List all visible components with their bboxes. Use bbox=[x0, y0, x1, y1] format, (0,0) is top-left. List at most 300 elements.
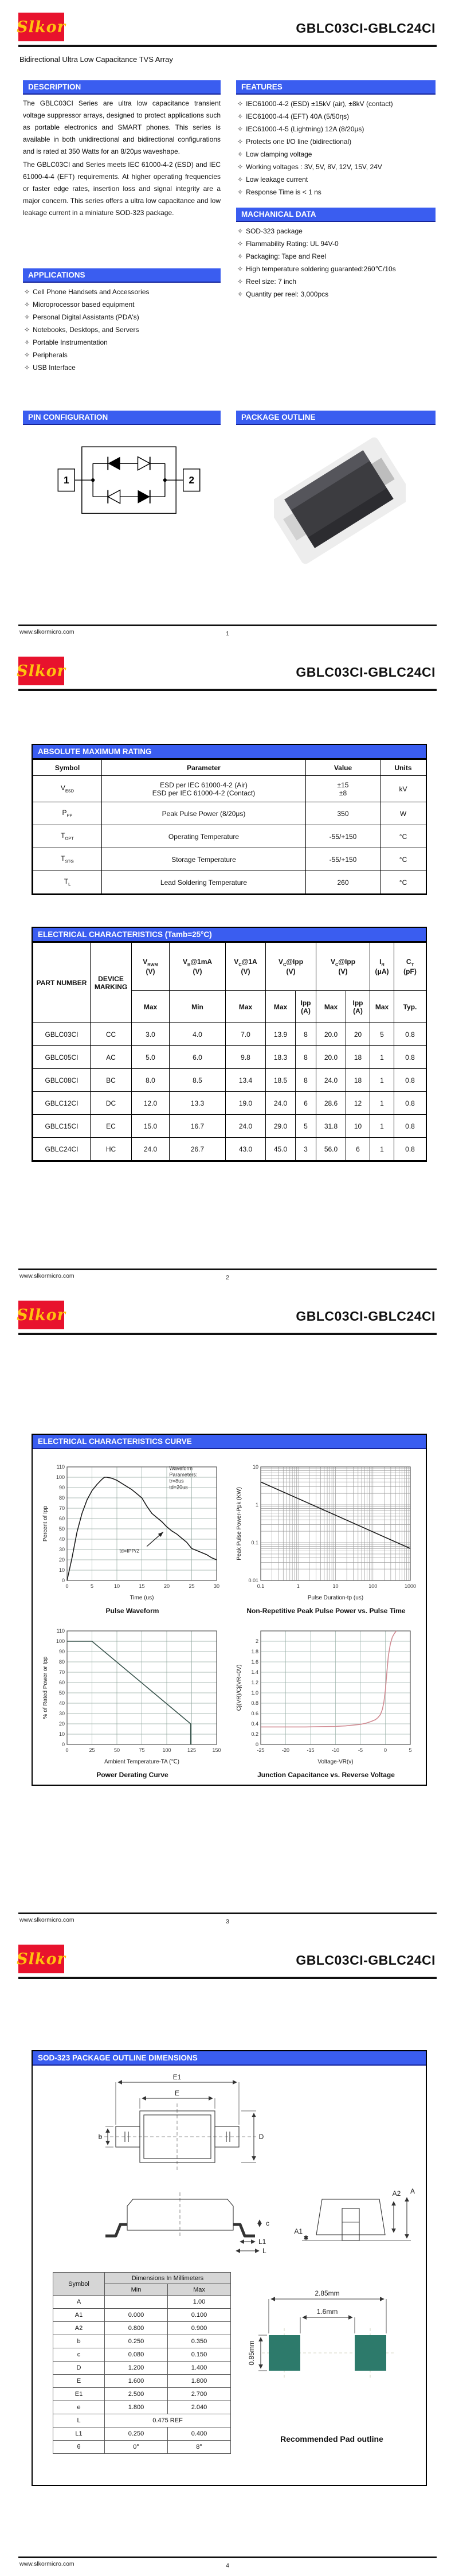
abs-units-cell: °C bbox=[381, 848, 426, 871]
elec-cell: 13.4 bbox=[226, 1069, 266, 1092]
applications-list bbox=[24, 286, 222, 374]
list-item-text: Flammability Rating: UL 94V-0 bbox=[246, 240, 339, 248]
diamond-bullet-icon: ✧ bbox=[24, 313, 30, 321]
svg-text:20: 20 bbox=[163, 1583, 170, 1589]
svg-text:1.0: 1.0 bbox=[251, 1690, 258, 1696]
elec-cell: 20 bbox=[346, 1023, 370, 1046]
diamond-bullet-icon: ✧ bbox=[237, 150, 244, 158]
elec-cell: 12 bbox=[346, 1092, 370, 1115]
elec-cell: 0.8 bbox=[394, 1138, 426, 1161]
svg-text:100: 100 bbox=[56, 1638, 65, 1644]
list-item-text: Notebooks, Desktops, and Servers bbox=[33, 326, 139, 334]
list-item-text: Quantity per reel: 3,000pcs bbox=[246, 290, 329, 298]
svg-text:80: 80 bbox=[58, 1659, 65, 1665]
chart-grid bbox=[67, 1467, 217, 1580]
footer-url: www.slkormicro.com bbox=[19, 1273, 74, 1279]
elec-cell: BC bbox=[91, 1069, 132, 1092]
dim-min-cell: 0° bbox=[105, 2441, 168, 2454]
list-item bbox=[237, 110, 437, 123]
elec-cell: 4.0 bbox=[170, 1023, 226, 1046]
list-item bbox=[24, 298, 222, 311]
dim-max-cell: 8° bbox=[168, 2441, 231, 2454]
svg-text:5: 5 bbox=[90, 1583, 94, 1589]
elec-mod-vcipp1-max: Max bbox=[266, 991, 296, 1023]
section-header-description: DESCRIPTION bbox=[23, 80, 221, 95]
dim-symbol-cell: L1 bbox=[53, 2427, 105, 2441]
abs-col-value: Value bbox=[306, 760, 381, 776]
elec-cell: 18.5 bbox=[266, 1069, 296, 1092]
dim-max-cell: 0.350 bbox=[168, 2335, 231, 2348]
svg-text:30: 30 bbox=[213, 1583, 220, 1589]
elec-row bbox=[33, 1115, 426, 1138]
abs-value-cell bbox=[306, 802, 381, 825]
chart-grid bbox=[261, 1631, 410, 1744]
abs-units-cell: °C bbox=[381, 825, 426, 848]
svg-text:110: 110 bbox=[56, 1628, 65, 1634]
svg-text:25: 25 bbox=[189, 1583, 195, 1589]
description-text bbox=[23, 97, 221, 220]
elec-cell: 12.0 bbox=[132, 1092, 170, 1115]
elec-cell: 3 bbox=[296, 1138, 316, 1161]
dim-min-cell: 0.800 bbox=[105, 2322, 168, 2335]
elec-cell: 10 bbox=[346, 1115, 370, 1138]
abs-symbol-cell: $T_{STG}$ bbox=[33, 848, 102, 871]
list-item-text: SOD-323 package bbox=[246, 227, 303, 235]
dim-max-cell: 0.400 bbox=[168, 2427, 231, 2441]
footer-url: www.slkormicro.com bbox=[19, 1917, 74, 1923]
dimension-row bbox=[53, 2362, 231, 2375]
svg-text:40: 40 bbox=[58, 1536, 65, 1542]
elec-cell: GBLC24CI bbox=[33, 1138, 91, 1161]
svg-text:b: b bbox=[98, 2133, 103, 2141]
header-rule bbox=[18, 1977, 437, 1979]
elec-heading: ELECTRICAL CHARACTERISTICS (Tamb=25°C) bbox=[33, 928, 426, 942]
dim-min-cell: 1.200 bbox=[105, 2362, 168, 2375]
diamond-bullet-icon: ✧ bbox=[24, 351, 30, 359]
page-number: 2 bbox=[226, 1274, 229, 1281]
elec-cell: 1 bbox=[370, 1115, 394, 1138]
elec-cell: EC bbox=[91, 1115, 132, 1138]
diamond-bullet-icon: ✧ bbox=[237, 227, 244, 235]
characteristics-curve-box bbox=[32, 1434, 427, 1786]
list-item bbox=[237, 148, 437, 161]
svg-text:60: 60 bbox=[58, 1680, 65, 1685]
dim-max-cell: 0.150 bbox=[168, 2348, 231, 2362]
elec-cell: 5.0 bbox=[132, 1046, 170, 1069]
svg-text:20: 20 bbox=[58, 1721, 65, 1727]
dimension-row bbox=[53, 2427, 231, 2441]
dim-min-cell bbox=[105, 2296, 168, 2309]
chart-pulse-waveform bbox=[41, 1460, 224, 1603]
svg-text:110: 110 bbox=[56, 1464, 65, 1470]
elec-cell: 20.0 bbox=[316, 1046, 346, 1069]
abs-col-parameter: Parameter bbox=[102, 760, 306, 776]
abs-value-cell bbox=[306, 848, 381, 871]
svg-text:-5: -5 bbox=[358, 1747, 363, 1753]
symbol-base: T bbox=[61, 854, 65, 863]
footer-url: www.slkormicro.com bbox=[19, 2561, 74, 2567]
elec-cell: GBLC15CI bbox=[33, 1115, 91, 1138]
recommended-pad-outline-drawing bbox=[246, 2281, 418, 2430]
dim-symbol-cell: A bbox=[53, 2296, 105, 2309]
elec-cell: 29.0 bbox=[266, 1115, 296, 1138]
doc-title: GBLC03CI-GBLC24CI bbox=[296, 1953, 436, 1968]
list-item-text: Packaging: Tape and Reel bbox=[246, 252, 326, 260]
elec-mod-vc1: Max bbox=[226, 991, 266, 1023]
chart-tick-labels bbox=[251, 1638, 411, 1753]
description-paragraph: The GBLC03CI Series are ultra low capacitance transient voltage suppressor arrays, designed to protect applications such as portable electronics and SMART phones. This series is available in both unidirectional and bidirectional configurations and is rated at 350 Watts for an 8/20μs waveshape. bbox=[23, 99, 221, 155]
elec-cell: GBLC03CI bbox=[33, 1023, 91, 1046]
series-Cj-ratio bbox=[261, 1631, 397, 1727]
chart-junction-capacitance bbox=[234, 1624, 418, 1767]
elec-cell: 13.3 bbox=[170, 1092, 226, 1115]
abs-max-heading: ABSOLUTE MAXIMUM RATING bbox=[33, 745, 426, 759]
dim-col-group: Dimensions In Millimeters bbox=[105, 2273, 231, 2284]
elec-col-vrwm: $V_{RWM}$ (V) bbox=[132, 943, 170, 991]
mechanical-data-list bbox=[237, 225, 437, 300]
list-item-text: Peripherals bbox=[33, 351, 68, 359]
svg-text:0.01: 0.01 bbox=[248, 1578, 258, 1583]
list-item bbox=[237, 250, 437, 263]
header-rule bbox=[18, 45, 437, 47]
diamond-bullet-icon: ✧ bbox=[24, 300, 30, 309]
diamond-bullet-icon: ✧ bbox=[24, 364, 30, 372]
list-item bbox=[24, 311, 222, 323]
list-item bbox=[237, 97, 437, 110]
dim-symbol-cell: D bbox=[53, 2362, 105, 2375]
abs-parameter-cell bbox=[102, 871, 306, 894]
end-view-labels bbox=[294, 2187, 415, 2235]
list-item bbox=[237, 237, 437, 250]
elec-cell: 13.9 bbox=[266, 1023, 296, 1046]
dimension-row bbox=[53, 2348, 231, 2362]
svg-text:70: 70 bbox=[58, 1669, 65, 1675]
elec-mod-vcipp1-ipp: Ipp (A) bbox=[296, 991, 316, 1023]
value-line: ±15 bbox=[337, 780, 349, 789]
svg-text:100: 100 bbox=[56, 1474, 65, 1480]
svg-text:2: 2 bbox=[255, 1638, 258, 1644]
svg-text:L1: L1 bbox=[258, 2238, 266, 2246]
pad-right bbox=[355, 2335, 386, 2371]
elec-cell: 7.0 bbox=[226, 1023, 266, 1046]
abs-symbol-cell: $P_{PP}$ bbox=[33, 802, 102, 825]
elec-cell: 26.7 bbox=[170, 1138, 226, 1161]
elec-row bbox=[33, 1069, 426, 1092]
dim-min-cell: 0.000 bbox=[105, 2309, 168, 2322]
pin-1-label: 1 bbox=[63, 474, 69, 486]
dim-max-cell: 1.00 bbox=[168, 2296, 231, 2309]
pad-left bbox=[269, 2335, 300, 2371]
list-item-text: IEC61000-4-2 (ESD) ±15kV (air), ±8kV (contact) bbox=[246, 100, 393, 108]
elec-cell: 5 bbox=[296, 1115, 316, 1138]
parameter-line: Peak Pulse Power (8/20μs) bbox=[162, 809, 246, 818]
svg-text:1000: 1000 bbox=[404, 1583, 417, 1589]
slkor-logo: Slkor bbox=[18, 13, 64, 41]
dim-symbol-cell: E1 bbox=[53, 2388, 105, 2401]
list-item-text: Low leakage current bbox=[246, 175, 308, 184]
diamond-bullet-icon: ✧ bbox=[237, 138, 244, 146]
doc-title: GBLC03CI-GBLC24CI bbox=[296, 665, 436, 680]
dim-symbol-cell: b bbox=[53, 2335, 105, 2348]
package-side-view bbox=[105, 2192, 260, 2251]
y-axis-label: Peak Pulse Power-Ppk (KW) bbox=[236, 1487, 242, 1560]
abs-max-row bbox=[33, 871, 426, 894]
footer-rule bbox=[18, 2557, 437, 2558]
elec-cell: DC bbox=[91, 1092, 132, 1115]
svg-text:-15: -15 bbox=[307, 1747, 315, 1753]
svg-text:40: 40 bbox=[58, 1700, 65, 1706]
dim-max-cell: 2.700 bbox=[168, 2388, 231, 2401]
svg-text:125: 125 bbox=[187, 1747, 197, 1753]
value-line: -55/+150 bbox=[329, 855, 357, 864]
abs-symbol-cell: $T_{OPT}$ bbox=[33, 825, 102, 848]
list-item bbox=[24, 323, 222, 336]
dim-symbol-cell: E bbox=[53, 2375, 105, 2388]
dim-col-min: Min bbox=[105, 2284, 168, 2296]
list-item bbox=[24, 286, 222, 298]
pad-outline-caption: Recommended Pad outline bbox=[280, 2434, 383, 2444]
list-item-text: IEC61000-4-5 (Lightning) 12A (8/20μs) bbox=[246, 125, 364, 133]
abs-value-cell bbox=[306, 871, 381, 894]
elec-col-vb: $V_B@1mA$ (V) bbox=[170, 943, 226, 991]
dimensions-table bbox=[53, 2272, 230, 2454]
svg-text:20: 20 bbox=[58, 1557, 65, 1563]
chart-junction-capacitance bbox=[236, 1631, 412, 1765]
dim-symbol-cell: L bbox=[53, 2414, 105, 2427]
abs-symbol-cell: $T_L$ bbox=[33, 871, 102, 894]
svg-text:15: 15 bbox=[139, 1583, 145, 1589]
list-item-text: High temperature soldering guaranted:260℃/10s bbox=[246, 265, 396, 273]
page-number: 4 bbox=[226, 2562, 229, 2569]
elec-cell: AC bbox=[91, 1046, 132, 1069]
abs-value-cell bbox=[306, 825, 381, 848]
list-item-text: Working voltages : 3V, 5V, 8V, 12V, 15V, 24V bbox=[246, 163, 382, 171]
elec-col-ct: $C_T$ (pF) bbox=[394, 943, 426, 991]
absolute-maximum-rating-table bbox=[32, 744, 427, 895]
chart-peak-pulse-power bbox=[236, 1464, 416, 1601]
svg-text:0: 0 bbox=[61, 1578, 65, 1583]
svg-text:0.1: 0.1 bbox=[257, 1583, 265, 1589]
pin-2-label: 2 bbox=[189, 474, 195, 486]
symbol-base: V bbox=[60, 784, 65, 793]
electrical-characteristics-table bbox=[32, 927, 427, 1162]
elec-cell: 31.8 bbox=[316, 1115, 346, 1138]
list-item bbox=[237, 263, 437, 275]
svg-text:90: 90 bbox=[58, 1649, 65, 1654]
parameter-line: Lead Soldering Temperature bbox=[160, 878, 248, 887]
chart-power-derating bbox=[41, 1624, 224, 1767]
svg-text:0: 0 bbox=[61, 1742, 65, 1747]
doc-subtitle: Bidirectional Ultra Low Capacitance TVS Array bbox=[19, 55, 173, 64]
slkor-logo: Slkor bbox=[18, 1945, 64, 1973]
dim-min-cell: 0.250 bbox=[105, 2427, 168, 2441]
abs-col-units: Units bbox=[381, 760, 426, 776]
dim-span-cell: 0.475 REF bbox=[105, 2414, 231, 2427]
elec-cell: 1 bbox=[370, 1138, 394, 1161]
svg-text:30: 30 bbox=[58, 1711, 65, 1716]
parameter-line: Storage Temperature bbox=[171, 855, 236, 864]
elec-cell: 6 bbox=[346, 1138, 370, 1161]
elec-cell: 0.8 bbox=[394, 1046, 426, 1069]
footer-rule bbox=[18, 625, 437, 626]
diamond-bullet-icon: ✧ bbox=[237, 163, 244, 171]
list-item-text: USB Interface bbox=[33, 364, 76, 372]
elec-cell: 24.0 bbox=[132, 1138, 170, 1161]
abs-symbol-cell: $V_{ESD}$ bbox=[33, 776, 102, 802]
section-header-applications: APPLICATIONS bbox=[23, 268, 221, 283]
elec-cell: 20.0 bbox=[316, 1023, 346, 1046]
value-line: -55/+150 bbox=[329, 832, 357, 841]
svg-text:80: 80 bbox=[58, 1495, 65, 1501]
svg-text:10: 10 bbox=[58, 1567, 65, 1573]
dim-min-cell: 2.500 bbox=[105, 2388, 168, 2401]
elec-cell: 1 bbox=[370, 1069, 394, 1092]
svg-text:1.6mm: 1.6mm bbox=[316, 2308, 338, 2316]
svg-text:50: 50 bbox=[58, 1526, 65, 1532]
chart-caption-pulse-waveform: Pulse Waveform bbox=[105, 1607, 159, 1615]
side-view-labels bbox=[258, 2219, 269, 2255]
page-2 bbox=[0, 644, 455, 1288]
dim-symbol-cell: c bbox=[53, 2348, 105, 2362]
dimension-row bbox=[53, 2401, 231, 2414]
elec-cell: 43.0 bbox=[226, 1138, 266, 1161]
svg-text:150: 150 bbox=[212, 1747, 221, 1753]
elec-row bbox=[33, 1138, 426, 1161]
list-item bbox=[237, 123, 437, 135]
dim-symbol-cell: A1 bbox=[53, 2309, 105, 2322]
y-axis-label: % of Rated Power or Ipp bbox=[42, 1656, 49, 1719]
dim-max-cell: 0.900 bbox=[168, 2322, 231, 2335]
elec-col-vc-1a: $V_C@1A$ (V) bbox=[226, 943, 266, 991]
dim-min-cell: 1.600 bbox=[105, 2375, 168, 2388]
list-item bbox=[237, 186, 437, 198]
svg-text:1.8: 1.8 bbox=[251, 1649, 258, 1654]
svg-text:30: 30 bbox=[58, 1547, 65, 1552]
diamond-bullet-icon: ✧ bbox=[24, 326, 30, 334]
x-axis-label: Time (us) bbox=[130, 1595, 154, 1601]
elec-col-vc-ipp-2: $V_C@Ipp$ (V) bbox=[316, 943, 370, 991]
list-item bbox=[237, 275, 437, 288]
svg-text:A: A bbox=[410, 2187, 415, 2195]
elec-cell: 56.0 bbox=[316, 1138, 346, 1161]
elec-cell: GBLC12CI bbox=[33, 1092, 91, 1115]
abs-max-row bbox=[33, 825, 426, 848]
description-paragraph: The GBLC03CI and Series meets IEC 61000-4-2 (ESD) and IEC 61000-4-4 (EFT) requirements. At higher operating frequencies or faster edge rates, insertion loss and signal integrity are a major concern. This series offers a ultra low capacitance and low leakage current in a miniature SOD-323 package. bbox=[23, 161, 221, 217]
dim-min-cell: 0.080 bbox=[105, 2348, 168, 2362]
elec-cell: 15.0 bbox=[132, 1115, 170, 1138]
diamond-bullet-icon: ✧ bbox=[237, 188, 244, 196]
svg-text:100: 100 bbox=[368, 1583, 378, 1589]
list-item-text: Response Time is < 1 ns bbox=[246, 188, 321, 196]
abs-value-cell bbox=[306, 776, 381, 802]
diamond-bullet-icon: ✧ bbox=[237, 112, 244, 120]
value-line: ±8 bbox=[339, 789, 347, 797]
elec-col-ir: $I_R$ (μA) bbox=[370, 943, 394, 991]
pin-configuration-schematic bbox=[46, 437, 212, 529]
list-item bbox=[237, 288, 437, 300]
svg-text:0: 0 bbox=[255, 1742, 258, 1747]
elec-cell: 1 bbox=[370, 1046, 394, 1069]
abs-col-symbol: Symbol bbox=[33, 760, 102, 776]
symbol-base: T bbox=[64, 877, 69, 886]
x-axis-label: Voltage-VR(v) bbox=[317, 1759, 354, 1765]
svg-text:0.8: 0.8 bbox=[251, 1700, 258, 1706]
abs-parameter-cell bbox=[102, 848, 306, 871]
list-item-text: Portable Instrumentation bbox=[33, 338, 108, 346]
elec-cell: 0.8 bbox=[394, 1092, 426, 1115]
svg-text:-25: -25 bbox=[257, 1747, 265, 1753]
package-3d-image bbox=[274, 429, 406, 572]
elec-cell: 8.0 bbox=[132, 1069, 170, 1092]
parameter-line: ESD per IEC 61000-4-2 (Air) bbox=[160, 780, 248, 789]
dim-symbol-cell: A2 bbox=[53, 2322, 105, 2335]
chart-grid bbox=[67, 1631, 217, 1744]
elec-col-vc-ipp-1: $V_C@Ipp$ (V) bbox=[266, 943, 316, 991]
header-rule bbox=[18, 689, 437, 691]
doc-title: GBLC03CI-GBLC24CI bbox=[296, 1309, 436, 1324]
elec-cell: 16.7 bbox=[170, 1115, 226, 1138]
elec-cell: 8 bbox=[296, 1069, 316, 1092]
elec-cell: 8 bbox=[296, 1046, 316, 1069]
svg-text:L: L bbox=[262, 2247, 266, 2255]
chart-power-derating bbox=[42, 1628, 221, 1765]
dimension-row bbox=[53, 2322, 231, 2335]
svg-text:10: 10 bbox=[58, 1731, 65, 1737]
svg-text:100: 100 bbox=[162, 1747, 171, 1753]
elec-cell: 18.3 bbox=[266, 1046, 296, 1069]
diamond-bullet-icon: ✧ bbox=[237, 100, 244, 108]
x-axis-label: Ambient Temperature-TA (℃) bbox=[104, 1759, 179, 1765]
elec-cell: 0.8 bbox=[394, 1069, 426, 1092]
abs-max-row bbox=[33, 802, 426, 825]
svg-text:A2: A2 bbox=[392, 2189, 401, 2198]
chart-caption-power-derating: Power Derating Curve bbox=[96, 1771, 168, 1779]
footer-rule bbox=[18, 1269, 437, 1270]
chart-peak-pulse-power bbox=[234, 1460, 418, 1603]
svg-text:75: 75 bbox=[139, 1747, 145, 1753]
section-header-pin-configuration: PIN CONFIGURATION bbox=[23, 411, 221, 425]
features-list bbox=[237, 97, 437, 198]
dimension-row bbox=[53, 2296, 231, 2309]
symbol-base: T bbox=[61, 832, 65, 840]
abs-units-cell: W bbox=[381, 802, 426, 825]
package-outline-drawing bbox=[41, 2072, 419, 2267]
list-item bbox=[24, 349, 222, 361]
svg-text:70: 70 bbox=[58, 1505, 65, 1511]
list-item-text: Microprocessor based equipment bbox=[33, 300, 135, 309]
section-header-package-outline: PACKAGE OUTLINE bbox=[236, 411, 436, 425]
dim-max-cell: 0.100 bbox=[168, 2309, 231, 2322]
svg-text:90: 90 bbox=[58, 1485, 65, 1490]
header-rule bbox=[18, 1333, 437, 1335]
diamond-bullet-icon: ✧ bbox=[24, 288, 30, 296]
svg-text:0.85mm: 0.85mm bbox=[248, 2340, 256, 2366]
footer-url: www.slkormicro.com bbox=[19, 629, 74, 635]
svg-text:10: 10 bbox=[113, 1583, 120, 1589]
elec-cell: GBLC05CI bbox=[33, 1046, 91, 1069]
diamond-bullet-icon: ✧ bbox=[237, 125, 244, 133]
dimension-row bbox=[53, 2309, 231, 2322]
chart-caption-peak-pulse-power: Non-Repetitive Peak Pulse Power vs. Pulse Time bbox=[246, 1607, 406, 1615]
elec-mod-vb: Min bbox=[170, 991, 226, 1023]
list-item-text: Personal Digital Assistants (PDA's) bbox=[33, 313, 139, 321]
x-axis-label: Pulse Duration-tp (us) bbox=[307, 1595, 364, 1601]
abs-units-cell: °C bbox=[381, 871, 426, 894]
diamond-bullet-icon: ✧ bbox=[237, 265, 244, 273]
svg-text:0.4: 0.4 bbox=[251, 1721, 258, 1727]
svg-text:5: 5 bbox=[409, 1747, 412, 1753]
svg-text:25: 25 bbox=[89, 1747, 95, 1753]
